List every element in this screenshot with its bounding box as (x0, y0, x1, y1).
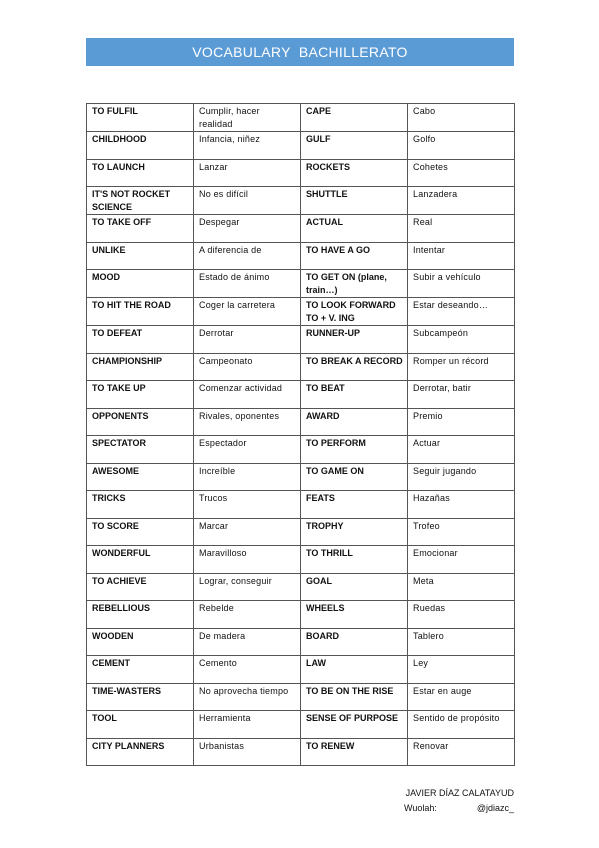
english-term-cell: CEMENT (87, 656, 194, 684)
spanish-translation-cell: Cabo (408, 104, 515, 132)
spanish-translation-cell: No aprovecha tiempo (194, 683, 301, 711)
wuolah-line (404, 801, 514, 816)
english-term-cell: WHEELS (301, 601, 408, 629)
spanish-translation-cell: Lanzar (194, 159, 301, 187)
spanish-translation-cell: Sentido de propósito (408, 711, 515, 739)
vocabulary-table (86, 103, 515, 766)
table-row (87, 159, 515, 187)
spanish-translation-cell: Estado de ánimo (194, 270, 301, 298)
english-term-cell: TO BREAK A RECORD (301, 353, 408, 381)
spanish-translation-cell: Despegar (194, 215, 301, 243)
table-row (87, 546, 515, 574)
english-term-cell: TOOL (87, 711, 194, 739)
english-term-cell: AWESOME (87, 463, 194, 491)
table-row (87, 738, 515, 766)
english-term-cell: TO SCORE (87, 518, 194, 546)
english-term-cell: SPECTATOR (87, 436, 194, 464)
spanish-translation-cell: Infancia, niñez (194, 132, 301, 160)
table-row (87, 242, 515, 270)
english-term-cell: TO RENEW (301, 738, 408, 766)
spanish-translation-cell: Cumplir, hacer realidad (194, 104, 301, 132)
table-row (87, 436, 515, 464)
spanish-translation-cell: Premio (408, 408, 515, 436)
table-row (87, 463, 515, 491)
table-row (87, 381, 515, 409)
english-term-cell: OPPONENTS (87, 408, 194, 436)
spanish-translation-cell: Meta (408, 573, 515, 601)
table-row (87, 326, 515, 354)
spanish-translation-cell: Derrotar (194, 326, 301, 354)
english-term-cell: TIME-WASTERS (87, 683, 194, 711)
spanish-translation-cell: De madera (194, 628, 301, 656)
table-row (87, 353, 515, 381)
footer (404, 786, 514, 816)
spanish-translation-cell: Espectador (194, 436, 301, 464)
spanish-translation-cell: Trucos (194, 491, 301, 519)
english-term-cell: FEATS (301, 491, 408, 519)
english-term-cell: TROPHY (301, 518, 408, 546)
spanish-translation-cell: Intentar (408, 242, 515, 270)
table-row (87, 215, 515, 243)
english-term-cell: TO LAUNCH (87, 159, 194, 187)
english-term-cell: TO PERFORM (301, 436, 408, 464)
spanish-translation-cell: Campeonato (194, 353, 301, 381)
table-row (87, 518, 515, 546)
table-row (87, 408, 515, 436)
vocabulary-table-body (87, 104, 515, 766)
english-term-cell: CAPE (301, 104, 408, 132)
spanish-translation-cell: No es difícil (194, 187, 301, 215)
table-row (87, 683, 515, 711)
table-row (87, 187, 515, 215)
spanish-translation-cell: Maravilloso (194, 546, 301, 574)
english-term-cell: CHILDHOOD (87, 132, 194, 160)
spanish-translation-cell: Actuar (408, 436, 515, 464)
english-term-cell: CHAMPIONSHIP (87, 353, 194, 381)
english-term-cell: ROCKETS (301, 159, 408, 187)
spanish-translation-cell: Increíble (194, 463, 301, 491)
spanish-translation-cell: Derrotar, batir (408, 381, 515, 409)
table-row (87, 656, 515, 684)
english-term-cell: TO TAKE UP (87, 381, 194, 409)
spanish-translation-cell: Ley (408, 656, 515, 684)
table-row (87, 491, 515, 519)
table-row (87, 628, 515, 656)
english-term-cell: ACTUAL (301, 215, 408, 243)
spanish-translation-cell: Tablero (408, 628, 515, 656)
english-term-cell: TO DEFEAT (87, 326, 194, 354)
page-title: VOCABULARY BACHILLERATO (86, 38, 514, 66)
spanish-translation-cell: Cemento (194, 656, 301, 684)
spanish-translation-cell: Seguir jugando (408, 463, 515, 491)
english-term-cell: MOOD (87, 270, 194, 298)
table-row (87, 270, 515, 298)
spanish-translation-cell: Lanzadera (408, 187, 515, 215)
spanish-translation-cell: Subcampeón (408, 326, 515, 354)
spanish-translation-cell: Rebelde (194, 601, 301, 629)
english-term-cell: BOARD (301, 628, 408, 656)
spanish-translation-cell: A diferencia de (194, 242, 301, 270)
english-term-cell: TRICKS (87, 491, 194, 519)
spanish-translation-cell: Ruedas (408, 601, 515, 629)
english-term-cell: TO BEAT (301, 381, 408, 409)
english-term-cell: TO BE ON THE RISE (301, 683, 408, 711)
english-term-cell: CITY PLANNERS (87, 738, 194, 766)
spanish-translation-cell: Subir a vehículo (408, 270, 515, 298)
spanish-translation-cell: Emocionar (408, 546, 515, 574)
english-term-cell: UNLIKE (87, 242, 194, 270)
table-row (87, 132, 515, 160)
spanish-translation-cell: Real (408, 215, 515, 243)
english-term-cell: GULF (301, 132, 408, 160)
table-row (87, 601, 515, 629)
spanish-translation-cell: Rivales, oponentes (194, 408, 301, 436)
english-term-cell: WONDERFUL (87, 546, 194, 574)
table-row (87, 104, 515, 132)
english-term-cell: TO ACHIEVE (87, 573, 194, 601)
spanish-translation-cell: Marcar (194, 518, 301, 546)
spanish-translation-cell: Herramienta (194, 711, 301, 739)
author-name: JAVIER DÍAZ CALATAYUD (405, 788, 514, 798)
english-term-cell: TO GAME ON (301, 463, 408, 491)
english-term-cell: REBELLIOUS (87, 601, 194, 629)
spanish-translation-cell: Romper un récord (408, 353, 515, 381)
spanish-translation-cell: Estar en auge (408, 683, 515, 711)
english-term-cell: SHUTTLE (301, 187, 408, 215)
spanish-translation-cell: Cohetes (408, 159, 515, 187)
table-row (87, 298, 515, 326)
english-term-cell: TO HIT THE ROAD (87, 298, 194, 326)
english-term-cell: WOODEN (87, 628, 194, 656)
english-term-cell: GOAL (301, 573, 408, 601)
english-term-cell: SENSE OF PURPOSE (301, 711, 408, 739)
english-term-cell: LAW (301, 656, 408, 684)
spanish-translation-cell: Hazañas (408, 491, 515, 519)
english-term-cell: TO THRILL (301, 546, 408, 574)
english-term-cell: TO TAKE OFF (87, 215, 194, 243)
english-term-cell: RUNNER-UP (301, 326, 408, 354)
spanish-translation-cell: Estar deseando… (408, 298, 515, 326)
table-row (87, 711, 515, 739)
spanish-translation-cell: Coger la carretera (194, 298, 301, 326)
table-row (87, 573, 515, 601)
english-term-cell: TO GET ON (plane, train…) (301, 270, 408, 298)
english-term-cell: TO LOOK FORWARD TO + V. ING (301, 298, 408, 326)
english-term-cell: IT'S NOT ROCKET SCIENCE (87, 187, 194, 215)
spanish-translation-cell: Comenzar actividad (194, 381, 301, 409)
wuolah-label: Wuolah: (404, 803, 437, 813)
english-term-cell: TO HAVE A GO (301, 242, 408, 270)
spanish-translation-cell: Golfo (408, 132, 515, 160)
wuolah-handle: @jdiazc_ (476, 803, 514, 813)
english-term-cell: AWARD (301, 408, 408, 436)
spanish-translation-cell: Renovar (408, 738, 515, 766)
spanish-translation-cell: Trofeo (408, 518, 515, 546)
spanish-translation-cell: Lograr, conseguir (194, 573, 301, 601)
english-term-cell: TO FULFIL (87, 104, 194, 132)
spanish-translation-cell: Urbanistas (194, 738, 301, 766)
